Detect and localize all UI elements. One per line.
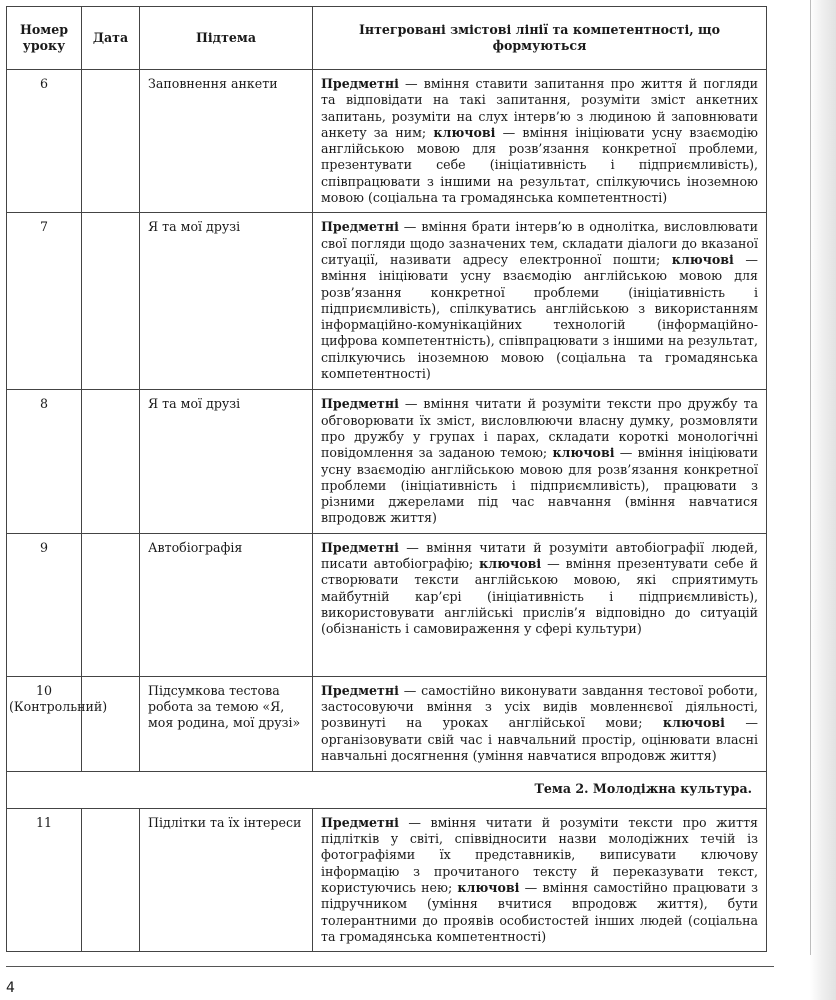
subject-label: Предметні xyxy=(321,396,399,412)
table-row xyxy=(7,533,767,676)
subject-label: Предметні xyxy=(321,219,399,235)
subject-label: Предметні xyxy=(321,682,399,698)
subject-text: — вміння ставити запитання про життя й погляди та відповідати на такі запитання, розуміти зміст анкетних запитань, розуміти на слух інтерв’ю з людиною й заповнювати анкету за ним; xyxy=(321,76,758,140)
subject-text: — вміння читати й розуміти тексти про дружбу та обговорювати їх зміст, висловлюючи власну думку, розмовляти про дружбу у групах і парах, складати короткі монологічні повідомлення за заданою темою; xyxy=(321,396,758,461)
lesson-number: 6 xyxy=(7,70,82,213)
subject-label: Предметні xyxy=(321,539,399,555)
lesson-competencies xyxy=(313,213,767,390)
table-header-row xyxy=(7,7,767,70)
table-row xyxy=(7,70,767,213)
lesson-number: 9 xyxy=(7,533,82,676)
key-label: ключові xyxy=(662,715,725,731)
lesson-competencies xyxy=(313,390,767,533)
key-text: — організовувати свій час і навчальний простір, оцінювати власні навчальні досягнення (уміння навчатися впродовж життя) xyxy=(321,715,758,763)
key-text: — вміння самостійно працювати з підручником (уміння вчитися впродовж життя), бути толерантними до проявів особистостей інших людей (соціальна та громадянська компетентності) xyxy=(321,879,758,944)
lesson-subtopic: Я та мої друзі xyxy=(140,390,313,533)
lesson-plan-table xyxy=(6,6,767,952)
lesson-subtopic: Я та мої друзі xyxy=(140,213,313,390)
table-row xyxy=(7,676,767,771)
key-text: — вміння ініціювати усну взаємодію англійською мовою для розв’язання конкретної проблеми (ініціативність і підприємливість), спілкуватись англійською з використанням інформаційно-комунікаційних технологій (інформаційно-цифрова компетентність), співпрацювати з іншими на результат, спілкуючись іноземною мовою (соціальна та громадянська компетентності) xyxy=(321,251,758,382)
lesson-number: 11 xyxy=(7,808,82,951)
page-edge-shadow xyxy=(810,0,836,1000)
key-label: ключові xyxy=(479,556,542,572)
lesson-competencies xyxy=(313,808,767,951)
lesson-competencies xyxy=(313,70,767,213)
header-date: Дата xyxy=(82,7,140,70)
lesson-competencies xyxy=(313,676,767,771)
lesson-number: 7 xyxy=(7,213,82,390)
key-label: ключові xyxy=(671,251,734,267)
subject-label: Предметні xyxy=(321,76,399,91)
lesson-subtopic: Автобіографія xyxy=(140,533,313,676)
lesson-date xyxy=(82,533,140,676)
lesson-competencies xyxy=(313,533,767,676)
subject-text: — самостійно виконувати завдання тестової роботи, застосовуючи вміння з усіх видів мовленнєвої діяльності, розвинуті на уроках англійської мови; xyxy=(321,682,758,731)
lesson-date xyxy=(82,676,140,771)
header-lesson-number: Номер уроку xyxy=(7,7,82,70)
table-row xyxy=(7,213,767,390)
theme-title: Тема 2. Молодіжна культура. xyxy=(7,771,767,808)
subject-text: — вміння брати інтерв’ю в однолітка, висловлювати свої погляди щодо зазначених тем, складати діалоги до вказаної ситуації, називати адресу електронної пошти; xyxy=(321,219,758,267)
footer-rule xyxy=(6,966,774,967)
header-subtopic: Підтема xyxy=(140,7,313,70)
lesson-subtopic: Заповнення анкети xyxy=(140,70,313,213)
key-label: ключові xyxy=(433,124,496,140)
subject-text: — вміння читати й розуміти тексти про життя підлітків у світі, співвідносити назви молодіжних течій із фотографіями їх представників, виписувати ключову інформацію з прочитаного тексту й переказувати текст, користуючись нею; xyxy=(321,814,758,895)
subject-label: Предметні xyxy=(321,814,399,830)
key-text: — вміння ініціювати усну взаємодію англійською мовою для розв’язання конкретної проблеми (ініціативність і підприємливість), працювати з різними джерелами під час навчання (вміння навчатися впродовж життя) xyxy=(321,445,759,526)
lesson-number: 10 (Контрольний) xyxy=(7,676,82,771)
key-text: — вміння презентувати себе й створювати тексти англійською мовою, які сприятимуть майбутній кар’єрі (ініціативність і підприємливість), використовувати англійські прислів’я відповідно до ситуацій (обізнаність і самовираження у сфері культури) xyxy=(321,556,758,637)
lesson-subtopic: Підлітки та їх інтереси xyxy=(140,808,313,951)
subject-text: — вміння читати й розуміти автобіографії людей, писати автобіографію; xyxy=(321,539,758,572)
key-label: ключові xyxy=(457,879,520,895)
lesson-subtopic: Підсумкова тестова робота за темою «Я, моя родина, мої друзі» xyxy=(140,676,313,771)
lesson-date xyxy=(82,390,140,533)
lesson-date xyxy=(82,213,140,390)
key-label: ключові xyxy=(552,445,615,461)
header-competencies: Інтегровані змістові лінії та компетентності, що формуються xyxy=(313,7,767,70)
lesson-date xyxy=(82,70,140,213)
key-text: — вміння ініціювати усну взаємодію англійською мовою для розв’язання конкретної проблеми, презентувати себе (ініціативність і підприємливість), співпрацювати з іншими на результат, спілкуючись іноземною мовою (соціальна та громадянська компетентності) xyxy=(321,124,758,206)
theme-row xyxy=(7,771,767,808)
lesson-date xyxy=(82,808,140,951)
page-number: 4 xyxy=(6,980,15,996)
table-row xyxy=(7,390,767,533)
table-row xyxy=(7,808,767,951)
lesson-number: 8 xyxy=(7,390,82,533)
